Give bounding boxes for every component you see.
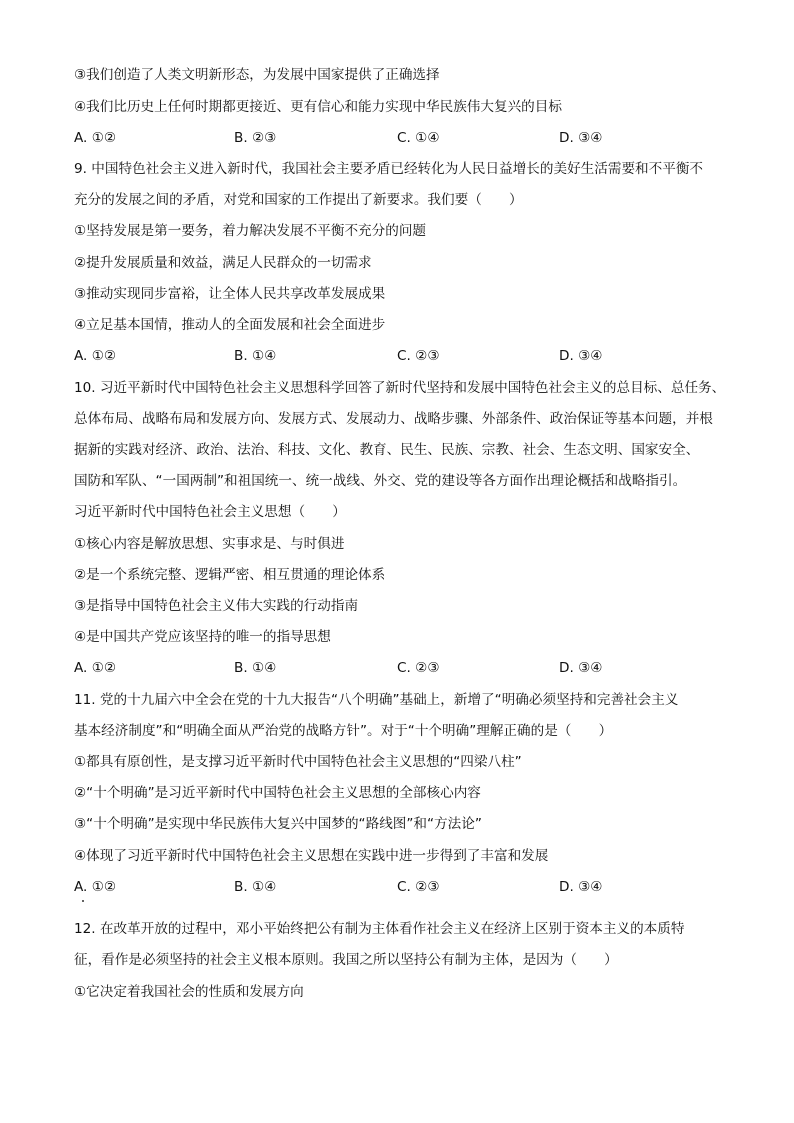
option-c: C. ②③ xyxy=(397,879,440,895)
q9-statement-2: ②提升发展质量和效益，满足人民群众的一切需求 xyxy=(74,255,372,271)
q10-stem-line-3: 据新的实践对经济、政治、法治、科技、文化、教育、民生、民族、宗教、社会、生态文明、国家安全、 xyxy=(74,442,700,458)
q9-stem-line-2: 充分的发展之间的矛盾，对党和国家的工作提出了新要求。我们要（ ） xyxy=(74,192,523,208)
option-d: D. ③④ xyxy=(559,660,603,676)
q9-statement-1: ①坚持发展是第一要务，着力解决发展不平衡不充分的问题 xyxy=(74,223,427,239)
option-a: A. ①② xyxy=(74,879,117,895)
stray-mark xyxy=(82,900,84,902)
q10-stem-line-5: 习近平新时代中国特色社会主义思想（ ） xyxy=(74,504,346,520)
option-c: C. ②③ xyxy=(397,660,440,676)
q11-statement-1: ①都具有原创性，是支撑习近平新时代中国特色社会主义思想的“四梁八柱” xyxy=(74,754,522,770)
option-c: C. ②③ xyxy=(397,348,440,364)
q11-statement-2: ②“十个明确”是习近平新时代中国特色社会主义思想的全部核心内容 xyxy=(74,785,481,801)
q10-stem-line-1: 10. 习近平新时代中国特色社会主义思想科学回答了新时代坚持和发展中国特色社会主义的总目标、总任务、 xyxy=(74,380,726,396)
q9-statement-4: ④立足基本国情，推动人的全面发展和社会全面进步 xyxy=(74,317,386,333)
q8-options xyxy=(74,129,714,147)
q10-statement-4: ④是中国共产党应该坚持的唯一的指导思想 xyxy=(74,629,331,645)
option-c: C. ①④ xyxy=(397,130,440,146)
q9-stem-line-1: 9. 中国特色社会主义进入新时代，我国社会主要矛盾已经转化为人民日益增长的美好生活需要和不平衡不 xyxy=(74,161,704,177)
q11-statement-3: ③“十个明确”是实现中华民族伟大复兴中国梦的“路线图”和“方法论” xyxy=(74,816,482,832)
q9-statement-3: ③推动实现同步富裕，让全体人民共享改革发展成果 xyxy=(74,286,386,302)
option-d: D. ③④ xyxy=(559,879,603,895)
q11-options xyxy=(74,878,714,896)
q12-stem-line-1: 12. 在改革开放的过程中，邓小平始终把公有制为主体看作社会主义在经济上区别于资本主义的本质特 xyxy=(74,921,685,937)
option-a: A. ①② xyxy=(74,348,117,364)
option-d: D. ③④ xyxy=(559,348,603,364)
option-b: B. ①④ xyxy=(234,879,277,895)
statement-3: ③我们创造了人类文明新形态，为发展中国家提供了正确选择 xyxy=(74,67,440,83)
statement-4: ④我们比历史上任何时期都更接近、更有信心和能力实现中华民族伟大复兴的目标 xyxy=(74,99,562,115)
q11-stem-line-1: 11. 党的十九届六中全会在党的十九大报告“八个明确”基础上，新增了“明确必须坚持和完善社会主义 xyxy=(74,692,679,708)
q11-stem-line-2: 基本经济制度”和“明确全面从严治党的战略方针”。对于“十个明确”理解正确的是（ ） xyxy=(74,723,613,739)
q10-stem-line-2: 总体布局、战略布局和发展方向、发展方式、发展动力、战略步骤、外部条件、政治保证等基本问题，并根 xyxy=(74,411,713,427)
q10-statement-1: ①核心内容是解放思想、实事求是、与时俱进 xyxy=(74,536,345,552)
option-a: A. ①② xyxy=(74,660,117,676)
option-d: D. ③④ xyxy=(559,130,603,146)
option-a: A. ①② xyxy=(74,130,117,146)
q11-statement-4: ④体现了习近平新时代中国特色社会主义思想在实践中进一步得到了丰富和发展 xyxy=(74,848,549,864)
q10-statement-2: ②是一个系统完整、逻辑严密、相互贯通的理论体系 xyxy=(74,567,386,583)
q12-stem-line-2: 征，看作是必须坚持的社会主义根本原则。我国之所以坚持公有制为主体，是因为（ ） xyxy=(74,952,618,968)
q9-options xyxy=(74,347,714,365)
q10-statement-3: ③是指导中国特色社会主义伟大实践的行动指南 xyxy=(74,598,359,614)
option-b: B. ①④ xyxy=(234,348,277,364)
q10-stem-line-4: 国防和军队、“一国两制”和祖国统一、统一战线、外交、党的建设等各方面作出理论概括和战略指引。 xyxy=(74,473,687,489)
q12-statement-1: ①它决定着我国社会的性质和发展方向 xyxy=(74,984,304,1000)
option-b: B. ②③ xyxy=(234,130,277,146)
q10-options xyxy=(74,659,714,677)
option-b: B. ①④ xyxy=(234,660,277,676)
